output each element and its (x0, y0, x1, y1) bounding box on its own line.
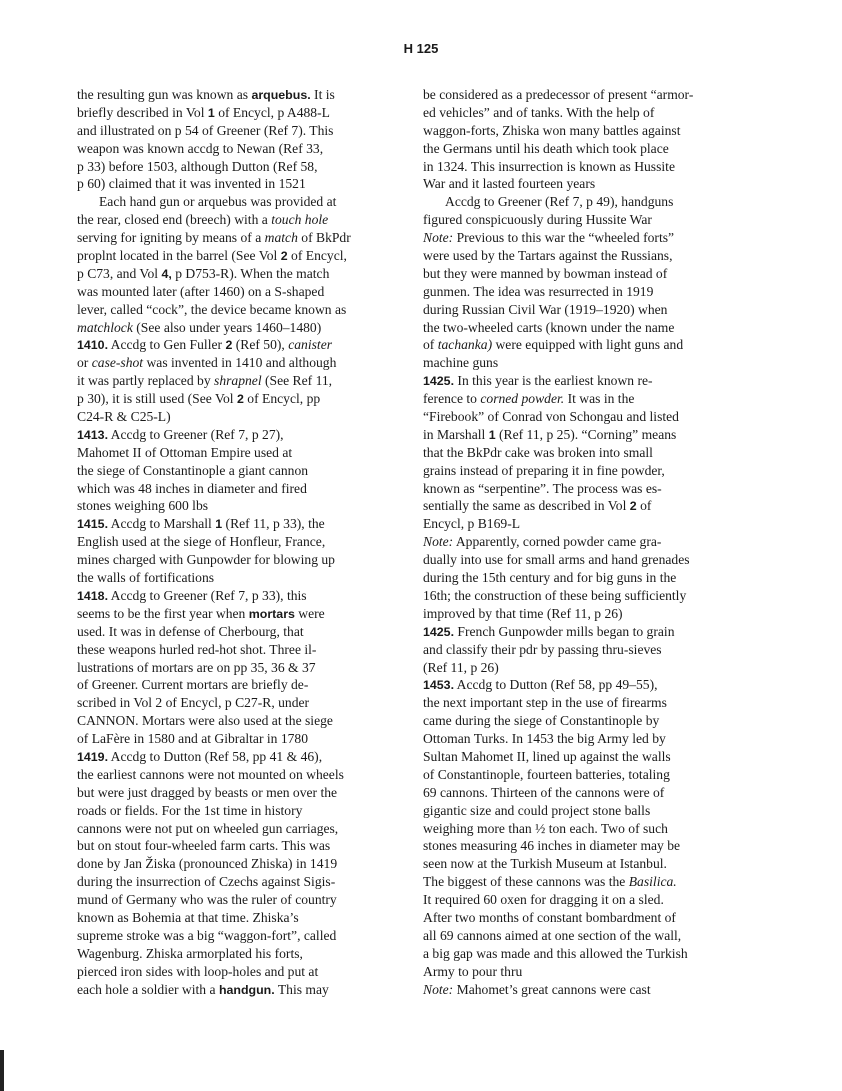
text-line (423, 354, 741, 372)
text-line (423, 551, 741, 569)
bold-term: 2 (280, 249, 288, 264)
text-line (77, 229, 395, 247)
text-run: the walls of fortifications (77, 570, 215, 586)
text-run: of (423, 337, 438, 353)
text-run: (Ref 50), (232, 337, 289, 353)
text-run: of Greener. Current mortars are briefly de- (77, 677, 309, 693)
text-line (77, 855, 395, 873)
text-line (423, 802, 741, 820)
text-run: and illustrated on p 54 of Greener (Ref 7). This (77, 122, 334, 138)
text-run: during Russian Civil War (1919–1920) when (423, 301, 668, 317)
text-run: it was partly replaced by (77, 373, 215, 389)
text-line (77, 336, 395, 354)
text-run: p 33) before 1503, although Dutton (Ref 58, (77, 158, 318, 174)
italic-term: case-shot (91, 355, 144, 371)
text-line (77, 86, 395, 104)
text-run: French Gunpowder mills began to grain (454, 623, 675, 639)
text-line (423, 533, 741, 551)
text-line (77, 587, 395, 605)
italic-term: shrapnel (214, 373, 262, 389)
text-line (423, 122, 741, 140)
text-run: (See also under years 1460–1480) (132, 319, 322, 335)
text-run: but on stout four-wheeled farm carts. This was (77, 838, 331, 854)
text-run: sentially the same as described in Vol (423, 498, 630, 514)
left-text-column (77, 86, 395, 998)
text-line (423, 694, 741, 712)
text-line (77, 981, 395, 999)
text-run: Wagenburg. Zhiska armorplated his forts, (77, 945, 303, 961)
text-run: stones measuring 46 inches in diameter may be (423, 838, 681, 854)
text-run: briefly described in Vol (77, 104, 208, 120)
text-run: Encycl, p B169-L (423, 516, 521, 532)
text-run: Apparently, corned powder came gra- (453, 534, 662, 550)
text-run: Accdg to Dutton (Ref 58, pp 49–55), (454, 677, 658, 693)
text-run: 16th; the construction of these being sufficiently (423, 587, 687, 603)
text-line (77, 909, 395, 927)
text-line (77, 104, 395, 122)
text-line (423, 193, 741, 211)
text-line (423, 444, 741, 462)
text-run: proplnt located in the barrel (See Vol (77, 248, 281, 264)
text-run: roads or fields. For the 1st time in history (77, 802, 303, 818)
text-line (77, 140, 395, 158)
text-line (77, 694, 395, 712)
text-line (77, 891, 395, 909)
text-run: The biggest of these cannons was the (423, 874, 629, 890)
text-line (423, 623, 741, 641)
text-line (77, 193, 395, 211)
text-run: p 60) claimed that it was invented in 1521 (77, 176, 306, 192)
italic-term: Basilica. (628, 874, 677, 890)
text-run: known as Bohemia at that time. Zhiska’s (77, 909, 299, 925)
bold-term: 1 (215, 517, 223, 532)
text-line (77, 372, 395, 390)
text-line (423, 408, 741, 426)
text-run: the earliest cannons were not mounted on wheels (77, 766, 344, 782)
text-run: “Firebook” of Conrad von Schongau and listed (423, 409, 679, 425)
text-line (77, 551, 395, 569)
text-run: English used at the siege of Honfleur, France, (77, 534, 326, 550)
text-run: scribed in Vol 2 of Encycl, p C27-R, under (77, 695, 310, 711)
text-run: (Ref 11, p 33), the (222, 516, 325, 532)
text-line (77, 301, 395, 319)
text-line (77, 766, 395, 784)
text-line (423, 784, 741, 802)
text-run: was mounted later (after 1460) on a S-shaped (77, 283, 325, 299)
text-run: gunmen. The idea was resurrected in 1919 (423, 283, 654, 299)
text-line (77, 748, 395, 766)
text-run: of Encycl, (287, 248, 347, 264)
text-run: known as “serpentine”. The process was es- (423, 480, 662, 496)
italic-term: corned powder. (480, 391, 565, 407)
text-run: It was in the (564, 391, 635, 407)
text-line (423, 211, 741, 229)
text-line (77, 515, 395, 533)
text-run: of LaFère in 1580 and at Gibraltar in 1780 (77, 731, 309, 747)
text-line (77, 480, 395, 498)
text-run: War and it lasted fourteen years (423, 176, 596, 192)
text-run: mines charged with Gunpowder for blowing up (77, 552, 335, 568)
text-line (77, 444, 395, 462)
italic-term: Note: (423, 534, 454, 550)
text-run: lustrations of mortars are on pp 35, 36 & 37 (77, 659, 316, 675)
text-run: mund of Germany who was the ruler of country (77, 892, 337, 908)
text-run: C24-R & C25-L) (77, 409, 171, 425)
text-run: p D753-R). When the match (171, 265, 330, 281)
text-line (423, 426, 741, 444)
text-run: This may (274, 981, 329, 997)
page-number-header: H 125 (403, 41, 439, 56)
text-run: in 1324. This insurrection is known as Hussite (423, 158, 675, 174)
scan-edge-mark (0, 1050, 4, 1091)
text-run: in Marshall (423, 426, 489, 442)
text-run: was invented in 1410 and although (143, 355, 337, 371)
text-run: serving for igniting by means of a (77, 230, 265, 246)
text-run: each hole a soldier with a (77, 981, 219, 997)
text-line (77, 569, 395, 587)
text-run: ference to (423, 391, 481, 407)
text-run: Accdg to Gen Fuller (108, 337, 226, 353)
text-run: of Encycl, pp (243, 391, 321, 407)
text-line (77, 623, 395, 641)
text-run: (See Ref 11, (261, 373, 333, 389)
text-run: the two-wheeled carts (known under the name (423, 319, 675, 335)
text-run: of Constantinople, fourteen batteries, totaling (423, 766, 670, 782)
text-line (423, 748, 741, 766)
bold-term: 1425. (423, 624, 455, 639)
bold-term: 1453. (423, 678, 455, 693)
text-run: the siege of Constantinople a giant cannon (77, 462, 309, 478)
text-line (423, 659, 741, 677)
text-run: the Germans until his death which took place (423, 140, 669, 156)
text-run: machine guns (423, 355, 499, 371)
text-run: during the 15th century and for big guns in the (423, 570, 677, 586)
text-line (423, 497, 741, 515)
italic-term: matchlock (77, 319, 133, 335)
italic-term: Note: (423, 981, 454, 997)
text-line (77, 605, 395, 623)
bold-term: 1418. (77, 588, 109, 603)
text-run: but were just dragged by beasts or men over the (77, 784, 338, 800)
text-run: Previous to this war the “wheeled forts” (453, 230, 675, 246)
text-line (77, 319, 395, 337)
text-run: done by Jan Žiska (pronounced Zhiska) in 1419 (77, 856, 338, 872)
text-line (423, 229, 741, 247)
bold-term: 2 (629, 499, 637, 514)
text-line (423, 301, 741, 319)
italic-term: match (264, 230, 298, 246)
bold-term: 1425. (423, 374, 455, 389)
text-run: a big gap was made and this allowed the Turkish (423, 945, 688, 961)
text-run: waggon-forts, Zhiska won many battles against (423, 122, 681, 138)
text-line (77, 533, 395, 551)
text-run: or (77, 355, 92, 371)
text-line (423, 891, 741, 909)
text-run: the next important step in the use of firearms (423, 695, 667, 711)
text-run: lever, called “cock”, the device became known as (77, 301, 347, 317)
text-line (423, 587, 741, 605)
text-run: 69 cannons. Thirteen of the cannons were of (423, 784, 665, 800)
text-run: Each hand gun or arquebus was provided at (99, 194, 337, 210)
text-run: during the insurrection of Czechs against Sigis- (77, 874, 336, 890)
text-line (423, 820, 741, 838)
text-run: Accdg to Dutton (Ref 58, pp 41 & 46), (108, 748, 323, 764)
bold-term: arquebus. (251, 88, 311, 102)
text-line (423, 265, 741, 283)
text-line (77, 408, 395, 426)
text-run: ed vehicles” and of tanks. With the help of (423, 104, 655, 120)
text-run: Mahomet II of Ottoman Empire used at (77, 444, 293, 460)
text-line (423, 462, 741, 480)
text-line (77, 265, 395, 283)
text-run: supreme stroke was a big “waggon-fort”, called (77, 927, 337, 943)
text-run: which was 48 inches in diameter and fired (77, 480, 307, 496)
bold-term: handgun. (218, 982, 275, 997)
text-run: of (636, 498, 652, 514)
text-line (77, 497, 395, 515)
text-line (423, 86, 741, 104)
text-line (423, 605, 741, 623)
text-run: p C73, and Vol (77, 265, 162, 281)
bold-term: 1413. (77, 427, 109, 442)
text-line (77, 390, 395, 408)
text-run: (Ref 11, p 25). “Corning” means (495, 426, 677, 442)
text-run: that the BkPdr cake was broken into small (423, 444, 653, 460)
text-line (77, 712, 395, 730)
text-line (423, 158, 741, 176)
text-line (423, 569, 741, 587)
text-line (77, 354, 395, 372)
text-line (77, 462, 395, 480)
text-run: In this year is the earliest known re- (454, 373, 653, 389)
text-run: of BkPdr (297, 230, 351, 246)
text-run: and classify their pdr by passing thru-sieves (423, 641, 662, 657)
text-line (423, 247, 741, 265)
text-run: improved by that time (Ref 11, p 26) (423, 605, 623, 621)
bold-term: 1 (488, 427, 496, 442)
text-line (423, 336, 741, 354)
text-line (77, 211, 395, 229)
right-text-column (423, 86, 741, 998)
text-line (423, 372, 741, 390)
bold-term: 1410. (77, 338, 109, 353)
text-run: Army to pour thru (423, 963, 523, 979)
text-line (423, 945, 741, 963)
text-line (423, 641, 741, 659)
text-run: It is (310, 87, 335, 102)
text-run: used. It was in defense of Cherbourg, that (77, 623, 304, 639)
text-line (77, 837, 395, 855)
text-line (77, 122, 395, 140)
text-line (77, 730, 395, 748)
italic-term: tachanka) (437, 337, 493, 353)
text-run: p 30), it is still used (See Vol (77, 391, 237, 407)
text-line (77, 784, 395, 802)
text-line (77, 820, 395, 838)
text-run: It required 60 oxen for dragging it on a sled. (423, 892, 664, 908)
text-run: (Ref 11, p 26) (423, 659, 499, 675)
text-run: gigantic size and could project stone balls (423, 802, 651, 818)
text-line (423, 873, 741, 891)
italic-term: touch hole (271, 212, 329, 228)
text-run: seen now at the Turkish Museum at Istanbul. (423, 856, 667, 872)
text-line (423, 676, 741, 694)
text-line (77, 659, 395, 677)
text-line (77, 927, 395, 945)
text-run: Accdg to Greener (Ref 7, p 33), this (108, 587, 307, 603)
text-run: Accdg to Greener (Ref 7, p 27), (108, 426, 284, 442)
bold-term: 1415. (77, 517, 109, 532)
text-line (423, 927, 741, 945)
text-line (423, 480, 741, 498)
text-line (423, 981, 741, 999)
bold-term: 2 (237, 392, 244, 407)
text-run: After two months of constant bombardment of (423, 909, 676, 925)
text-line (423, 855, 741, 873)
bold-term: 2 (225, 338, 233, 353)
italic-term: Note: (423, 230, 454, 246)
text-run: all 69 cannons aimed at one section of the wall, (423, 927, 682, 943)
text-line (77, 158, 395, 176)
text-line (77, 873, 395, 891)
text-run: Accdg to Greener (Ref 7, p 49), handguns (445, 194, 674, 210)
text-run: Mahomet’s great cannons were cast (453, 981, 651, 997)
text-run: grains instead of preparing it in fine powder, (423, 462, 665, 478)
text-run: Ottoman Turks. In 1453 the big Army led by (423, 731, 666, 747)
bold-term: mortars (248, 606, 295, 621)
text-line (77, 963, 395, 981)
text-run: Sultan Mahomet II, lined up against the walls (423, 748, 671, 764)
text-line (77, 426, 395, 444)
text-run: Accdg to Marshall (108, 516, 216, 532)
text-run: weapon was known accdg to Newan (Ref 33, (77, 140, 324, 156)
text-run: pierced iron sides with loop-holes and put at (77, 963, 319, 979)
text-run: seems to be the first year when (77, 605, 249, 621)
text-line (423, 712, 741, 730)
text-line (77, 676, 395, 694)
text-line (423, 909, 741, 927)
text-line (423, 104, 741, 122)
text-run: the resulting gun was known as (77, 87, 252, 102)
text-run: these weapons hurled red-hot shot. Three il- (77, 641, 317, 657)
text-run: cannons were not put on wheeled gun carriages, (77, 820, 339, 836)
text-run: figured conspicuously during Hussite War (423, 212, 652, 228)
text-line (423, 175, 741, 193)
text-run: CANNON. Mortars were also used at the siege (77, 713, 333, 729)
text-line (77, 802, 395, 820)
text-line (77, 247, 395, 265)
text-run: of Encycl, p A488-L (214, 104, 330, 120)
text-run: were (294, 605, 325, 621)
text-run: weighing more than ½ ton each. Two of such (423, 820, 668, 836)
text-line (77, 283, 395, 301)
text-run: be considered as a predecessor of present “armor- (423, 87, 694, 102)
text-run: but they were manned by bowman instead of (423, 265, 668, 281)
text-line (423, 283, 741, 301)
text-line (77, 641, 395, 659)
text-line (423, 515, 741, 533)
bold-term: 1419. (77, 749, 109, 764)
text-line (423, 319, 741, 337)
text-run: dually into use for small arms and hand grenades (423, 552, 690, 568)
text-run: stones weighing 600 lbs (77, 498, 209, 514)
text-line (77, 175, 395, 193)
text-line (423, 390, 741, 408)
bold-term: 1 (207, 105, 215, 120)
text-run: were used by the Tartars against the Russians, (423, 248, 673, 264)
text-line (423, 140, 741, 158)
bold-term: 4, (161, 266, 172, 281)
text-run: came during the siege of Constantinople by (423, 713, 660, 729)
text-line (423, 766, 741, 784)
text-line (77, 945, 395, 963)
text-line (423, 730, 741, 748)
italic-term: canister (288, 337, 333, 353)
text-run: the rear, closed end (breech) with a (77, 212, 272, 228)
text-run: were equipped with light guns and (492, 337, 684, 353)
text-line (423, 963, 741, 981)
text-line (423, 837, 741, 855)
